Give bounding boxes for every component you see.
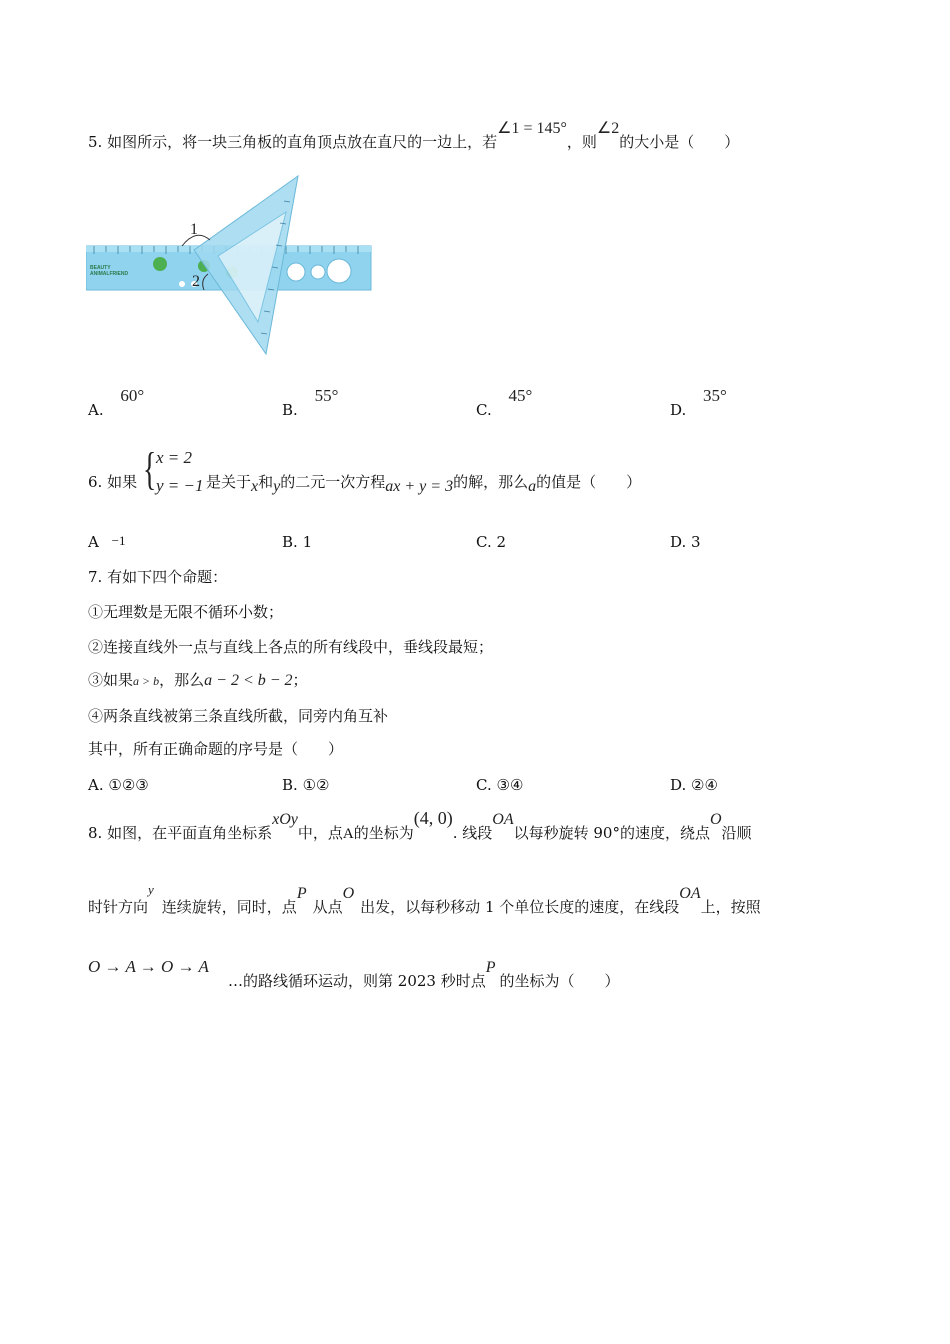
q7-option-b[interactable] xyxy=(282,775,329,795)
q7-option-d[interactable] xyxy=(670,775,718,795)
q7-p3-b: ，那么 xyxy=(159,671,205,689)
q6-var-x: x xyxy=(251,478,259,495)
q6-option-c-value: 2 xyxy=(496,533,507,551)
q6-option-d[interactable] xyxy=(670,532,701,552)
q7-p3-c: ； xyxy=(292,671,308,689)
ruler-triangle-figure xyxy=(86,172,376,362)
q6-option-c-letter: C. xyxy=(476,533,492,551)
q7-proposition-2: ②连接直线外一点与直线上各点的所有线段中，垂线段最短； xyxy=(88,638,494,656)
q5-stem-c: 的大小是（ ） xyxy=(619,133,740,151)
q8-l2-b: 连续旋转，同时，点 xyxy=(161,898,297,916)
q5-option-d[interactable] xyxy=(670,386,727,420)
q7-option-a[interactable] xyxy=(88,775,149,795)
q8-l3-b: 的坐标为（ ） xyxy=(499,972,620,990)
q8-l1-d: . 线段 xyxy=(452,824,493,842)
q6-stem-a: 6. 如果 xyxy=(88,473,138,491)
q8-l1-c: 的坐标为 xyxy=(353,824,414,842)
q8-line-1 xyxy=(88,808,752,844)
q7-proposition-1: ①无理数是无限不循环小数； xyxy=(88,603,284,621)
q6-equation: ax + y = 3 xyxy=(385,478,454,495)
ruler-brand-text-1: BEAUTY xyxy=(90,265,111,271)
q5-option-a-letter: A. xyxy=(88,401,104,419)
q5-option-d-letter: D. xyxy=(670,401,687,419)
q7-option-d-value: ②④ xyxy=(691,776,718,794)
q6-option-d-value: 3 xyxy=(691,533,701,551)
q8-o-1: O xyxy=(709,811,722,828)
q8-l2-c: 从点 xyxy=(312,898,343,916)
q6-stem-rest xyxy=(206,472,641,493)
q5-option-c[interactable] xyxy=(476,386,533,420)
q7-question: 其中，所有正确命题的序号是（ ） xyxy=(88,740,344,758)
q7-option-c[interactable] xyxy=(476,775,523,795)
q7-proposition-3 xyxy=(88,670,308,691)
q8-path: O → A → O → A xyxy=(88,957,209,976)
q7-option-a-value: ①②③ xyxy=(108,776,149,794)
ruler-triangle-illustration xyxy=(86,172,376,362)
q6-var-y: y xyxy=(273,478,281,495)
q6-system-brace: { xyxy=(143,443,157,494)
q5-option-c-value: 45° xyxy=(508,386,533,405)
q6-option-a-letter: A xyxy=(88,533,99,551)
q8-oa-1: OA xyxy=(492,811,514,828)
q7-option-a-letter: A. xyxy=(88,776,104,794)
q7-option-b-letter: B. xyxy=(282,776,298,794)
q5-option-a[interactable] xyxy=(88,386,145,420)
q7-p3-a: ③如果 xyxy=(88,671,134,689)
q5-option-b-value: 55° xyxy=(314,386,339,405)
q6-stem-c: 的二元一次方程 xyxy=(280,473,386,491)
q8-l1-e: 以每秒旋转 90°的速度，绕点 xyxy=(513,824,710,842)
q8-l2-a: 时针方向 xyxy=(88,898,149,916)
ruler-brand-text-2: ANIMALFRIEND xyxy=(90,271,129,277)
q6-option-d-letter: D. xyxy=(670,533,687,551)
q7-option-b-value: ①② xyxy=(302,776,330,794)
q6-stem-b: 是关于 xyxy=(206,473,252,491)
q8-l2-e: 上，按照 xyxy=(700,898,761,916)
q6-eq2: y = −1 xyxy=(156,476,204,495)
q8-l3-a: …的路线循环运动，则第 2023 秒时点 xyxy=(228,972,486,990)
q6-stem xyxy=(88,472,137,492)
q8-coord: (4, 0) xyxy=(413,808,453,828)
q5-option-b-letter: B. xyxy=(282,401,298,419)
q8-p-1: P xyxy=(296,885,307,902)
q7-option-d-letter: D. xyxy=(670,776,687,794)
q6-option-b-value: 1 xyxy=(302,533,313,551)
q7-p3-condition: a > b xyxy=(133,674,160,688)
q8-l1-f: 沿顺 xyxy=(721,824,752,842)
q7-option-c-letter: C. xyxy=(476,776,492,794)
q8-l2-d: 出发，以每秒移动 1 个单位长度的速度，在线段 xyxy=(360,898,680,916)
q8-o-2: O xyxy=(342,885,355,902)
q5-angle1: ∠1 = 145° xyxy=(497,120,567,137)
q6-option-a-value: −1 xyxy=(111,533,126,548)
angle-2-label: 2 xyxy=(192,273,200,290)
q5-option-c-letter: C. xyxy=(476,401,492,419)
q6-option-b-letter: B. xyxy=(282,533,298,551)
q8-line-3 xyxy=(228,959,620,992)
q6-and: 和 xyxy=(258,473,274,491)
q5-angle2: ∠2 xyxy=(596,120,620,137)
q8-y: y xyxy=(148,882,154,897)
q8-l1-a: 8. 如图，在平面直角坐标系 xyxy=(88,824,273,842)
q7-proposition-4: ④两条直线被第三条直线所截，同旁内角互补 xyxy=(88,707,389,725)
q6-stem-d: 的解，那么 xyxy=(453,473,529,491)
q6-stem-e: 的值是（ ） xyxy=(536,473,642,491)
q5-stem-b: ，则 xyxy=(566,133,597,151)
q6-option-c[interactable] xyxy=(476,532,506,552)
q8-line-2 xyxy=(88,882,761,918)
q7-stem: 7. 有如下四个命题： xyxy=(88,568,228,586)
q8-oa-2: OA xyxy=(679,885,701,902)
q7-option-c-value: ③④ xyxy=(496,776,524,794)
q8-p-2: P xyxy=(485,959,496,976)
q7-p3-result: a − 2 < b − 2 xyxy=(204,672,293,689)
q6-option-b[interactable] xyxy=(282,532,312,552)
q8-point-a: A xyxy=(342,826,354,842)
angle-1-label: 1 xyxy=(190,221,198,238)
q8-l1-b: 中，点 xyxy=(297,824,343,842)
q6-var-a: a xyxy=(528,478,537,495)
q5-option-d-value: 35° xyxy=(703,386,727,405)
q5-option-b[interactable] xyxy=(282,386,339,420)
q8-xoy: xOy xyxy=(272,811,298,828)
q5-stem xyxy=(88,120,740,153)
q5-option-a-value: 60° xyxy=(120,386,145,405)
q6-eq1: x = 2 xyxy=(156,448,193,467)
q5-stem-a: 5. 如图所示，将一块三角板的直角顶点放在直尺的一边上，若 xyxy=(88,133,498,151)
q6-option-a[interactable] xyxy=(88,532,126,553)
